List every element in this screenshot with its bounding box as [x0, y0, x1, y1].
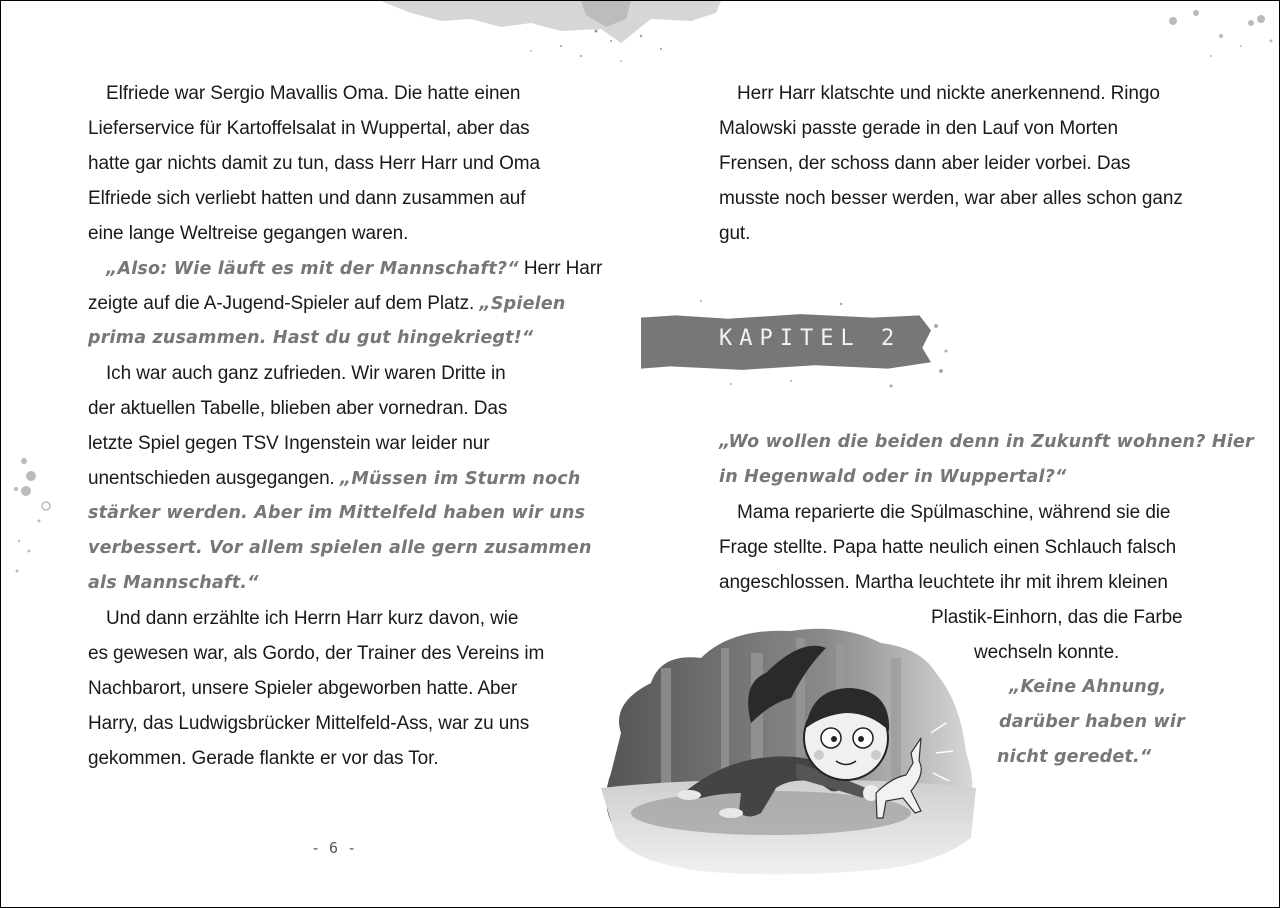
text-line: Herr Harr klatschte und nickte anerkennend. Ringo — [737, 83, 1160, 104]
text-line: Elfriede sich verliebt hatten und dann zusammen auf — [88, 188, 526, 209]
text-line: Nachbarort, unsere Spieler abgeworben hatte. Aber — [88, 678, 518, 699]
left-page-body — [88, 76, 603, 776]
dialogue-line: als Mannschaft.“ — [88, 573, 259, 593]
text-line: musste noch besser werden, war aber alles schon ganz — [719, 188, 1183, 209]
narration: unentschieden ausgegangen. — [88, 468, 340, 489]
text-line: Und dann erzählte ich Herrn Harr kurz davon, wie — [106, 608, 519, 629]
text-line: Frensen, der schoss dann aber leider vorbei. Das — [719, 153, 1131, 174]
text-line: es gewesen war, als Gordo, der Trainer des Vereins im — [88, 643, 545, 664]
dialogue-line: „Wo wollen die beiden denn in Zukunft wohnen? Hier — [719, 432, 1254, 452]
right-page-body-top — [719, 76, 1199, 251]
text-line — [88, 251, 603, 286]
text-line: Elfriede war Sergio Mavallis Oma. Die hatte einen — [106, 83, 521, 104]
text-line: wechseln konnte. — [974, 642, 1120, 663]
chapter-heading: KAPITEL 2 — [719, 326, 902, 351]
text-line: Lieferservice für Kartoffelsalat in Wuppertal, aber das — [88, 118, 530, 139]
dialogue-line: nicht geredet.“ — [997, 747, 1152, 767]
dialogue-line: prima zusammen. Hast du gut hingekriegt!“ — [88, 328, 534, 348]
narration: Herr Harr — [518, 258, 603, 279]
text-line: Plastik-Einhorn, das die Farbe — [931, 607, 1183, 628]
dialogue-line: stärker werden. Aber im Mittelfeld haben wir uns — [88, 503, 586, 523]
dialogue: „Spielen — [479, 294, 566, 314]
text-line: angeschlossen. Martha leuchtete ihr mit ihrem kleinen — [719, 572, 1168, 593]
page-number: - 6 - — [311, 839, 357, 857]
text-line: Ich war auch ganz zufrieden. Wir waren Dritte in — [106, 363, 506, 384]
text-line: gekommen. Gerade flankte er vor das Tor. — [88, 748, 439, 769]
narration: zeigte auf die A-Jugend-Spieler auf dem Platz. — [88, 293, 480, 314]
text-line — [88, 461, 581, 496]
text-line: hatte gar nichts damit zu tun, dass Herr Harr und Oma — [88, 153, 540, 174]
dialogue: „Also: Wie läuft es mit der Mannschaft?“ — [106, 259, 519, 279]
girl-with-unicorn-illustration — [591, 613, 986, 878]
text-line: Mama reparierte die Spülmaschine, während sie die — [737, 502, 1171, 523]
text-line: der aktuellen Tabelle, blieben aber vornedran. Das — [88, 398, 508, 419]
text-line: gut. — [719, 223, 751, 244]
text-line: Malowski passte gerade in den Lauf von Morten — [719, 118, 1118, 139]
text-line: letzte Spiel gegen TSV Ingenstein war leider nur — [88, 433, 490, 454]
text-line: Harry, das Ludwigsbrücker Mittelfeld-Ass, war zu uns — [88, 713, 530, 734]
left-page — [1, 1, 641, 907]
text-line: Frage stellte. Papa hatte neulich einen Schlauch falsch — [719, 537, 1177, 558]
dialogue-line: verbessert. Vor allem spielen alle gern zusammen — [88, 538, 592, 558]
dialogue: „Müssen im Sturm noch — [339, 469, 581, 489]
book-spread — [1, 1, 1279, 907]
dialogue-line: darüber haben wir — [999, 712, 1185, 732]
dialogue-line: in Hegenwald oder in Wuppertal?“ — [719, 467, 1067, 487]
text-line — [88, 286, 568, 321]
text-line: eine lange Weltreise gegangen waren. — [88, 223, 409, 244]
dialogue-line: „Keine Ahnung, — [1009, 677, 1167, 697]
